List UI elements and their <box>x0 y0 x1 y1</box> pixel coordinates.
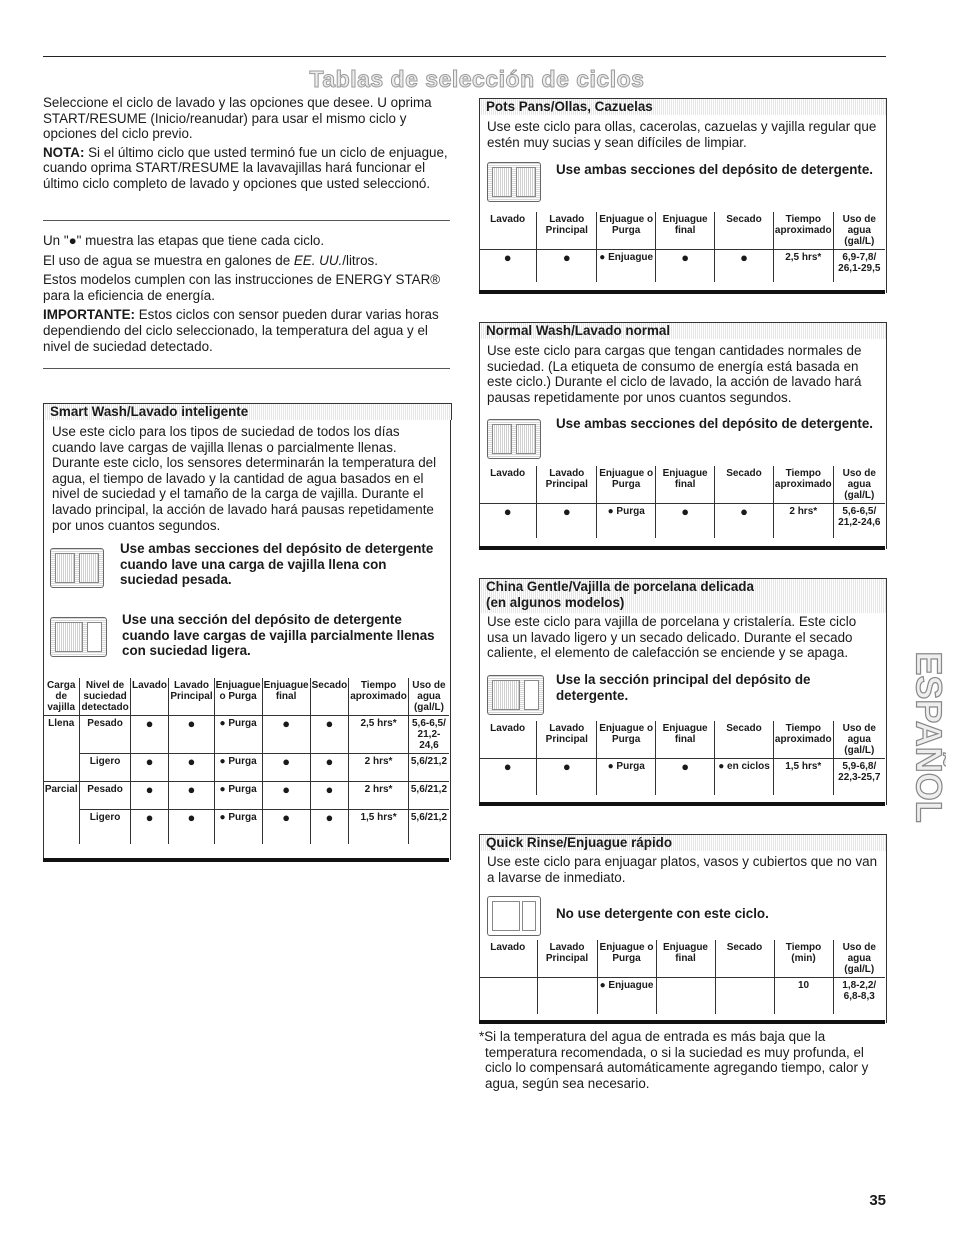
col-header: Enjuague final <box>656 466 715 504</box>
col-header: Enjuague final <box>656 212 715 250</box>
importante-text: Estos ciclos con sensor pueden durar varias horas dependiendo del ciclo seleccionado, la temperatura del agua y el nivel de suciedad detectado. <box>43 307 439 354</box>
col-header: Lavado Principal <box>169 678 214 716</box>
quick-detergent-note: No use detergente con este ciclo. <box>556 906 769 921</box>
normal-table-bottom-rule <box>479 546 885 550</box>
page-title: Tablas de selección de ciclos <box>309 66 645 92</box>
water-note-b: /litros. <box>342 252 378 268</box>
table-cell: ● <box>656 504 715 538</box>
col-header: Secado <box>310 678 349 716</box>
table-cell: ● <box>262 810 310 844</box>
detergent-main-icon <box>487 675 544 715</box>
col-header: Lavado Principal <box>537 212 597 250</box>
detergent-main-icon <box>50 617 107 657</box>
pots-pans-table <box>479 212 885 282</box>
table-cell: ● <box>130 810 169 844</box>
footnote: *Si la temperatura del agua de entrada es más baja que la temperatura recomendada, o si la suciedad es muy profunda, el ciclo lo compensará automáticamente agregando tiempo, calor y agua, según sea necesario. <box>479 1029 869 1091</box>
col-header: Secado <box>715 466 774 504</box>
table-cell: ● Purga <box>214 810 262 844</box>
table-cell: 5,9-6,8/ 22,3-25,7 <box>833 759 885 795</box>
col-header: Uso de agua (gal/L) <box>408 678 449 716</box>
col-header: Lavado <box>479 466 537 504</box>
col-header: Secado <box>715 940 774 978</box>
quick-rinse-description: Use este ciclo para enjuagar platos, vasos y cubiertos que no van a lavarse de inmediato. <box>487 854 878 885</box>
col-header: Uso de agua (gal/L) <box>833 466 885 504</box>
language-side-tab <box>906 645 946 830</box>
nota-paragraph <box>43 145 450 192</box>
table-cell: 2 hrs* <box>349 754 409 782</box>
col-header: Tiempo aproximado <box>773 721 833 759</box>
table-cell: 10 <box>774 978 833 1014</box>
table-row <box>43 782 449 810</box>
table-cell: 1,5 hrs* <box>773 759 833 795</box>
table-row <box>479 504 885 538</box>
table-cell: ● Enjuague <box>597 978 656 1014</box>
col-header: Lavado <box>479 940 537 978</box>
intro-paragraph: Seleccione el ciclo de lavado y las opciones que desee. U oprima START/RESUME (Inicio/reanudar) para usar el mismo ciclo y opciones del ciclo previo. <box>43 95 432 142</box>
china-gentle-description: Use este ciclo para vajilla de porcelana y cristalería. Este ciclo usa un lavado ligero y un secado delicado. Durante el secado caliente, el elemento de calefacción se enciende y se apaga. <box>487 614 857 661</box>
table-cell: 5,6/21,2 <box>408 782 449 810</box>
normal-table-header-row <box>479 466 885 504</box>
table-cell <box>43 810 80 844</box>
pots-pans-description: Use este ciclo para ollas, cacerolas, cazuelas y vajilla regular que estén muy sucias y sean difíciles de limpiar. <box>487 119 877 150</box>
col-header: Enjuague final <box>656 940 715 978</box>
table-cell: ● Purga <box>214 754 262 782</box>
normal-wash-header: Normal Wash/Lavado normal <box>479 322 887 339</box>
col-header: Enjuague o Purga <box>597 940 656 978</box>
nota-text: Si el último ciclo que usted terminó fue un ciclo de enjuague, cuando oprima START/RESUME la lavavajillas hará funcionar el último ciclo completo de lavado y opciones que usted seleccionó. <box>43 144 448 191</box>
col-header: Tiempo aproximado <box>773 212 833 250</box>
col-header: Tiempo (min) <box>774 940 833 978</box>
table-cell: ● Purga <box>214 782 262 810</box>
table-cell: 2,5 hrs* <box>349 716 409 754</box>
quick-table-bottom-rule <box>479 1020 885 1024</box>
table-cell: ● <box>310 716 349 754</box>
intro-block <box>43 95 450 192</box>
col-header: Enjuague o Purga <box>597 466 656 504</box>
china-table-bottom-rule <box>479 802 885 806</box>
quick-rinse-header: Quick Rinse/Enjuague rápido <box>479 834 887 851</box>
table-cell: ● <box>479 250 537 282</box>
table-cell: ● <box>715 504 774 538</box>
table-row <box>479 250 885 282</box>
table-cell: Pesado <box>80 716 130 754</box>
page-number: 35 <box>869 1192 886 1209</box>
table-cell: ● <box>479 504 537 538</box>
col-header: Enjuague o Purga <box>597 212 656 250</box>
dot-note: Un "●" muestra las etapas que tiene cada ciclo. <box>43 233 325 248</box>
intro-rule-2 <box>43 368 450 369</box>
col-header: Lavado <box>479 721 537 759</box>
detergent-empty-icon <box>487 896 541 936</box>
table-cell: ● en ciclos <box>715 759 774 795</box>
col-header: Uso de agua (gal/L) <box>833 212 885 250</box>
table-cell <box>715 978 774 1014</box>
table-cell: ● <box>169 810 214 844</box>
table-cell: ● <box>310 754 349 782</box>
col-header: Uso de agua (gal/L) <box>833 940 885 978</box>
table-cell: 5,6-6,5/ 21,2-24,6 <box>408 716 449 754</box>
top-rule <box>43 56 886 57</box>
table-cell: ● Purga <box>214 716 262 754</box>
smart-detergent-light: Use una sección del depósito de detergente cuando lave cargas de vajilla parcialmente llenas con suciedad ligera. <box>122 612 435 659</box>
table-cell: 2 hrs* <box>773 504 833 538</box>
table-cell: ● <box>656 250 715 282</box>
pots-pans-header: Pots Pans/Ollas, Cazuelas <box>479 98 887 115</box>
smart-wash-description: Use este ciclo para los tipos de suciedad de todos los días cuando lave cargas de vajilla llenas o parcialmente llenas. Durante este ciclo, los sensores determinarán la temperatura del agua, el tiempo de lavado y la cantidad de agua basados en el nivel de suciedad y el tamaño de la carga de vajilla. Durante el lavado principal, la acción de lavado hará pausas repetidamente por unos cuantos segundos. <box>52 424 437 533</box>
col-header: Enjuague o Purga <box>597 721 656 759</box>
table-cell <box>43 754 80 782</box>
table-cell <box>656 978 715 1014</box>
col-header: Tiempo aproximado <box>349 678 409 716</box>
normal-detergent-note: Use ambas secciones del depósito de detergente. <box>556 416 874 431</box>
table-cell: ● Purga <box>597 759 656 795</box>
table-cell: Llena <box>43 716 80 754</box>
nota-label: NOTA: <box>43 144 85 160</box>
col-header: Secado <box>715 212 774 250</box>
col-header: Uso de agua (gal/L) <box>833 721 885 759</box>
col-header: Lavado Principal <box>537 466 597 504</box>
table-cell: ● <box>130 716 169 754</box>
table-cell: ● <box>310 810 349 844</box>
col-header: Lavado <box>130 678 169 716</box>
smart-detergent-heavy: Use ambas secciones del depósito de detergente cuando lave una carga de vajilla llena con suciedad pesada. <box>120 541 434 588</box>
table-cell: ● <box>262 782 310 810</box>
table-cell: ● <box>262 754 310 782</box>
china-table-header-row <box>479 721 885 759</box>
table-row <box>479 978 885 1014</box>
table-cell: ● <box>169 782 214 810</box>
col-header: Enjuague final <box>656 721 715 759</box>
table-row <box>43 754 449 782</box>
table-cell: ● <box>715 250 774 282</box>
china-gentle-subtitle: (en algunos modelos) <box>486 595 625 610</box>
china-detergent-note: Use la sección principal del depósito de detergente. <box>556 672 811 703</box>
smart-wash-table <box>43 678 449 844</box>
china-gentle-table <box>479 721 885 795</box>
detergent-both-icon <box>50 548 104 588</box>
table-cell: ● Purga <box>597 504 656 538</box>
normal-wash-table <box>479 466 885 538</box>
table-cell <box>479 978 537 1014</box>
table-cell: ● <box>130 782 169 810</box>
col-header: Lavado Principal <box>537 940 597 978</box>
energy-note: Estos modelos cumplen con las instrucciones de ENERGY STAR® para la eficiencia de energía. <box>43 272 441 303</box>
table-cell <box>537 978 597 1014</box>
intro-rule-1 <box>43 220 450 221</box>
table-cell: Parcial <box>43 782 80 810</box>
pots-detergent-note: Use ambas secciones del depósito de detergente. <box>556 162 874 177</box>
table-row <box>43 810 449 844</box>
table-cell: ● <box>537 504 597 538</box>
water-note <box>43 253 450 269</box>
language-side-label-graphic <box>906 645 946 830</box>
table-cell: Pesado <box>80 782 130 810</box>
water-note-a: El uso de agua se muestra en galones de <box>43 252 294 268</box>
normal-wash-description: Use este ciclo para cargas que tengan cantidades normales de suciedad. (La etiqueta de consumo de energía está basada en este ciclo.) Durante el ciclo de lavado, la acción de lavado hará pausas repetidamente por unos cuantos segundos. <box>487 343 862 405</box>
table-cell: 2,5 hrs* <box>773 250 833 282</box>
water-note-em: EE. UU. <box>293 252 343 268</box>
table-cell: 5,6-6,5/ 21,2-24,6 <box>833 504 885 538</box>
table-cell: 5,6/21,2 <box>408 810 449 844</box>
table-cell: 1,8-2,2/ 6,8-8,3 <box>833 978 885 1014</box>
table-cell: ● <box>656 759 715 795</box>
table-row <box>43 716 449 754</box>
col-header: Lavado Principal <box>537 721 597 759</box>
table-cell: Ligero <box>80 810 130 844</box>
table-cell: 5,6/21,2 <box>408 754 449 782</box>
table-cell: Ligero <box>80 754 130 782</box>
detergent-both-icon <box>487 419 541 459</box>
china-gentle-title: China Gentle/Vajilla de porcelana delicada <box>486 579 754 594</box>
col-header: Nivel de suciedad detectado <box>80 678 130 716</box>
table-cell: ● <box>169 754 214 782</box>
table-row <box>479 759 885 795</box>
language-side-text: ESPAÑOL <box>908 651 946 823</box>
table-cell: ● Enjuague <box>597 250 656 282</box>
col-header: Carga de vajilla <box>43 678 80 716</box>
table-cell: ● <box>537 250 597 282</box>
table-cell: ● <box>130 754 169 782</box>
table-cell: 2 hrs* <box>349 782 409 810</box>
col-header: Enjuague final <box>262 678 310 716</box>
smart-table-header-row <box>43 678 449 716</box>
detergent-both-icon <box>487 162 541 202</box>
table-cell: 1,5 hrs* <box>349 810 409 844</box>
table-cell: ● <box>310 782 349 810</box>
table-cell: ● <box>169 716 214 754</box>
china-gentle-header <box>479 578 887 613</box>
table-cell: ● <box>537 759 597 795</box>
col-header: Secado <box>715 721 774 759</box>
quick-table-header-row <box>479 940 885 978</box>
pots-table-bottom-rule <box>479 290 885 294</box>
smart-table-bottom-rule <box>43 858 449 862</box>
table-cell: ● <box>262 716 310 754</box>
smart-wash-header: Smart Wash/Lavado inteligente <box>43 403 452 420</box>
table-cell: 6,9-7,8/ 26,1-29,5 <box>833 250 885 282</box>
pots-table-header-row <box>479 212 885 250</box>
importante-label: IMPORTANTE: <box>43 307 135 323</box>
quick-rinse-table <box>479 940 885 1014</box>
notes-block <box>43 233 450 354</box>
col-header: Enjuague o Purga <box>214 678 262 716</box>
col-header: Tiempo aproximado <box>773 466 833 504</box>
table-cell: ● <box>479 759 537 795</box>
importante-paragraph <box>43 307 450 354</box>
col-header: Lavado <box>479 212 537 250</box>
